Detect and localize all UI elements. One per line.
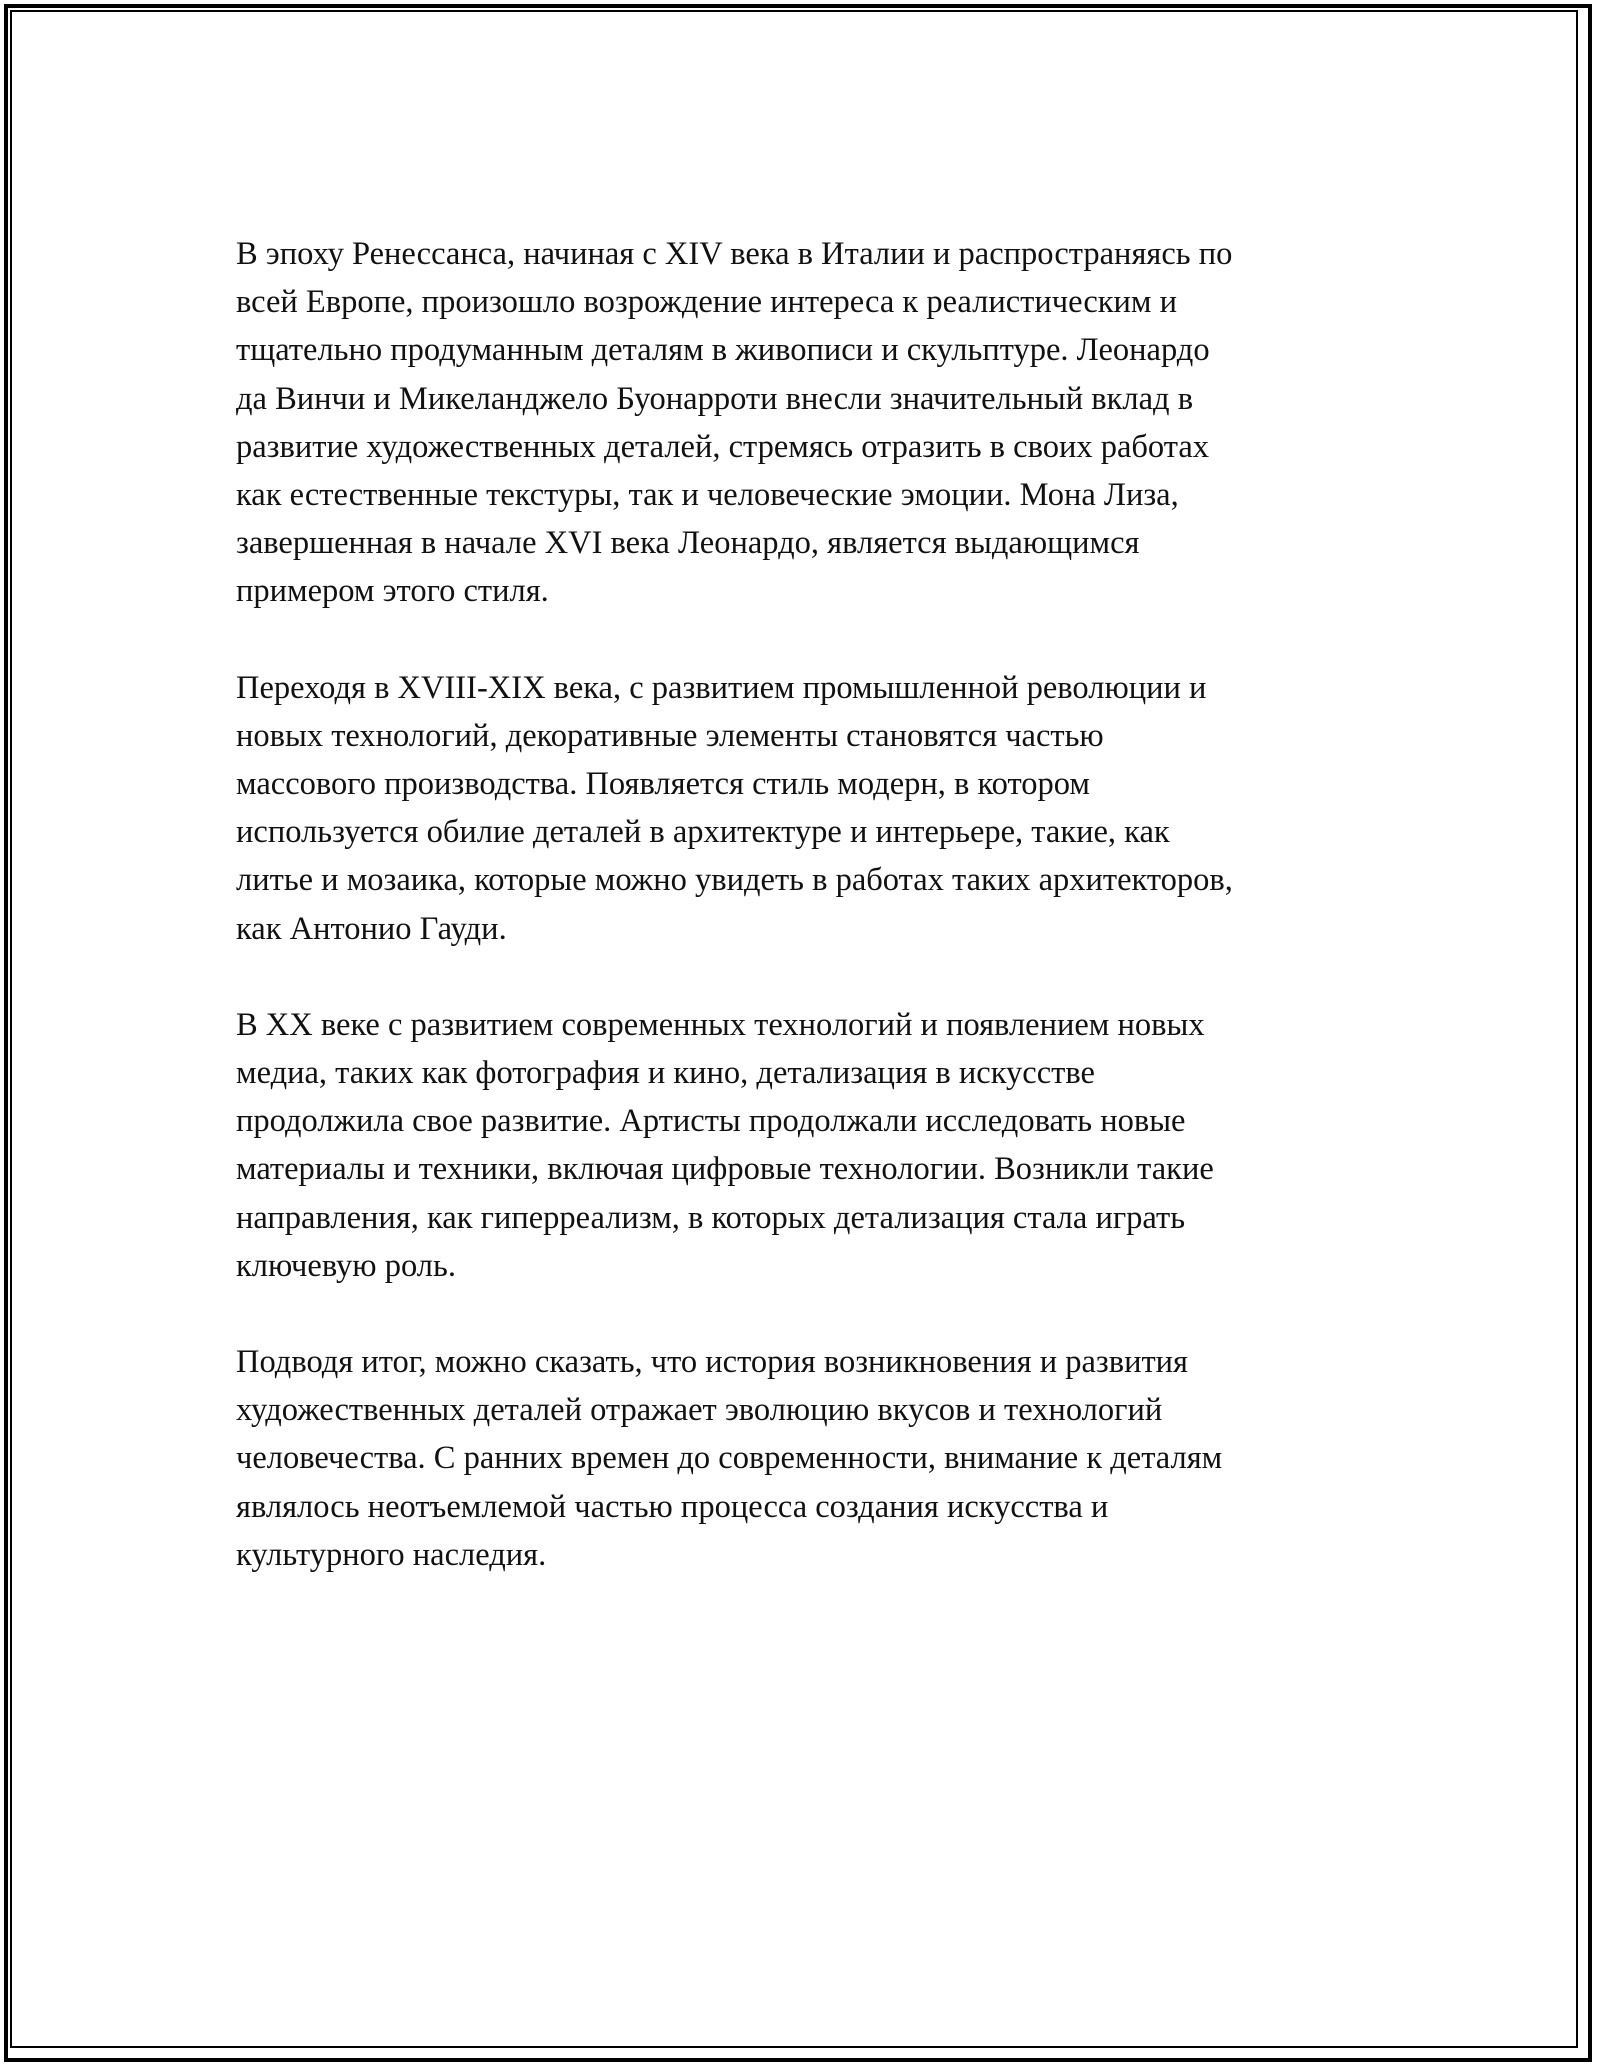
paragraph-renaissance: В эпоху Ренессанса, начиная с XIV века в Италии и распространяясь по всей Европе, произошло возрождение интереса к реалистическим и тщательно продуманным деталям в живописи и скульптуре. Леонардо да Винчи и Микеланджело Буонарроти внесли значительный вклад в развитие художественных деталей, стремясь отразить в своих работах как естественные текстуры, так и человеческие эмоции. Мона Лиза, завершенная в начале XVI века Леонардо, является выдающимся примером этого стиля.: [236, 236, 1233, 610]
paragraph-conclusion: Подводя итог, можно сказать, что история возникновения и развития художественных деталей отражает эволюцию вкусов и технологий человечества. С ранних времен до современности, внимание к деталям являлось неотъемлемой частью процесса создания искусства и культурного наследия.: [236, 1344, 1223, 1573]
document-body: [236, 230, 1386, 1627]
paragraph-twentieth-century: В XX веке с развитием современных технологий и появлением новых медиа, таких как фотография и кино, детализация в искусстве продолжила свое развитие. Артисты продолжали исследовать новые материалы и техники, включая цифровые технологии. Возникли такие направления, как гиперреализм, в которых детализация стала играть ключевую роль.: [236, 1006, 1214, 1284]
paragraph-industrial: Переходя в XVIII-XIX века, с развитием промышленной революции и новых технологий, декоративные элементы становятся частью массового производства. Появляется стиль модерн, в котором используется обилие деталей в архитектуре и интерьере, такие, как литье и мозаика, которые можно увидеть в работах таких архитекторов, как Антонио Гауди.: [236, 669, 1233, 947]
